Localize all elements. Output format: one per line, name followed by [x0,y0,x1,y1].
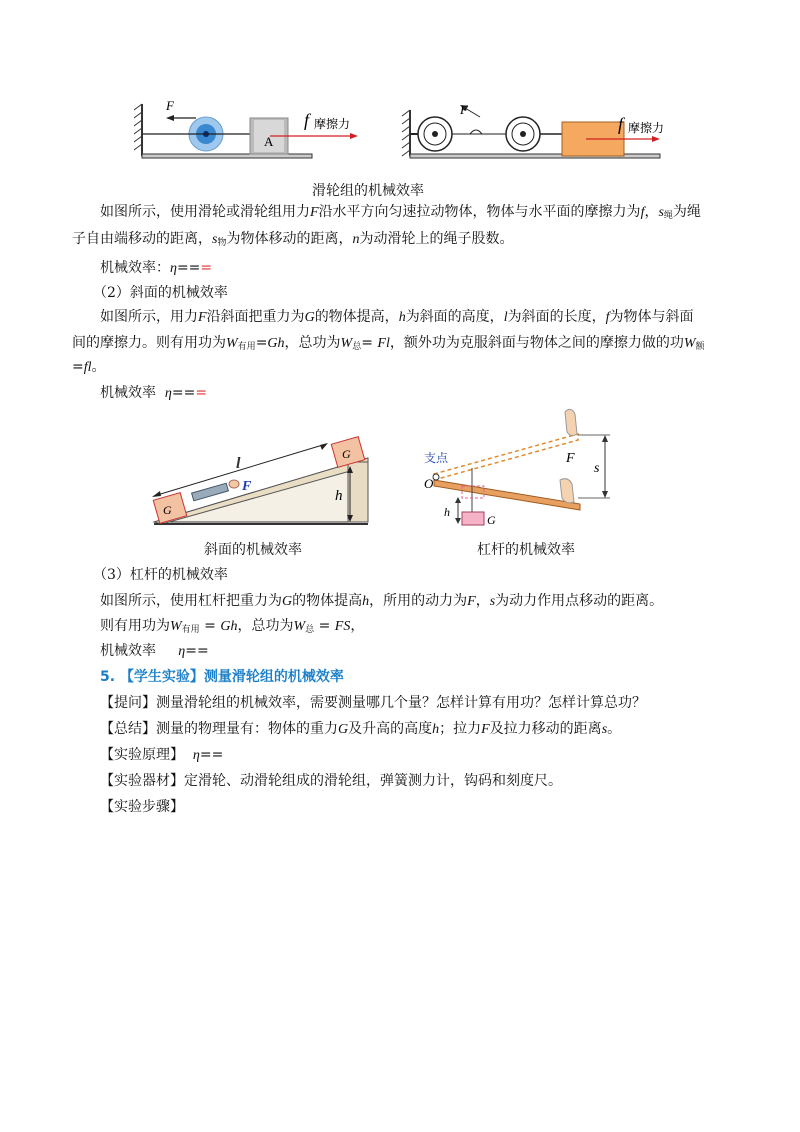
pivot-o-label: O [424,476,434,491]
friction-f-2: f [618,114,624,134]
lever-force-label: F [566,451,575,466]
figure-caption-lever: 杠杆的机械效率 [477,542,575,558]
efficiency-formula-1: 机械效率：η=== [100,260,213,276]
paragraph-pulley-line2: 子自由端移动的距离，$s_物$为物体移动的距离，n为动滑轮上的绳子股数。 [72,231,514,248]
paragraph-incline-line3: =fl。 [72,359,106,375]
section-5-heading: 5. 【学生实验】测量滑轮组的机械效率 [100,669,344,685]
lever-distance-label: s [594,461,600,476]
pulley-figure [130,96,670,176]
figure-caption-incline: 斜面的机械效率 [204,542,302,558]
question-line: 【提问】测量滑轮组的机械效率，需要测量哪几个量？怎样计算有用功？怎样计算总功？ [100,695,646,711]
paragraph-pulley: 如图所示，使用滑轮或滑轮组用力F沿水平方向匀速拉动物体，物体与水平面的摩擦力为f，$s_绳$为绳 [100,204,701,221]
friction-label-2: 摩擦力 [628,121,665,135]
friction-label-1: 摩擦力 [314,117,351,131]
paragraph-lever-work: 则有用功为$W_{有用} = Gh$，总功为$W_总$ = FS， [100,618,365,635]
block-a-label: A [264,134,274,149]
section-incline-heading: （2）斜面的机械效率 [93,285,228,301]
force-f-label-2: F [460,102,468,117]
paragraph-lever: 如图所示，使用杠杆把重力为G的物体提高h，所用的动力为F，s为动力作用点移动的距离。 [100,593,664,609]
lever-height-label: h [444,505,450,519]
section-lever-heading: （3）杠杆的机械效率 [93,567,228,583]
efficiency-formula-2: 机械效率 η=== [100,385,208,401]
incline-height-label: h [335,488,343,504]
force-f-label-1: F [166,98,174,113]
equipment-line: 【实验器材】定滑轮、动滑轮组成的滑轮组，弹簧测力计，钩码和刻度尺。 [100,773,562,789]
block-g-top: G [342,447,351,461]
paragraph-incline-line2: 间的摩擦力。则有用功为$W_{有用}=Gh$，总功为$W_总= Fl$，额外功为克服斜面与物体之间的摩擦力做的功$W_额$ [72,335,705,352]
summary-line: 【总结】测量的物理量有：物体的重力G及升高的高度h；拉力F及拉力移动的距离s。 [100,721,622,737]
principle-line: 【实验原理】 η== [100,747,224,763]
lever-weight-label: G [487,513,496,527]
lever-figure [420,402,620,532]
incline-length-label: l [236,455,241,472]
steps-heading: 【实验步骤】 [100,799,184,815]
fulcrum-label: 支点 [424,451,449,465]
friction-f-1: f [304,110,310,130]
paragraph-incline: 如图所示，用力F沿斜面把重力为G的物体提高，h为斜面的高度，l为斜面的长度，f为物体与斜面 [100,309,694,325]
incline-figure [148,430,378,530]
figure-caption-pulley: 滑轮组的机械效率 [312,183,424,199]
efficiency-formula-3: 机械效率 η== [100,643,209,659]
block-g-bottom: G [163,503,172,517]
incline-force-label: F [242,479,252,494]
